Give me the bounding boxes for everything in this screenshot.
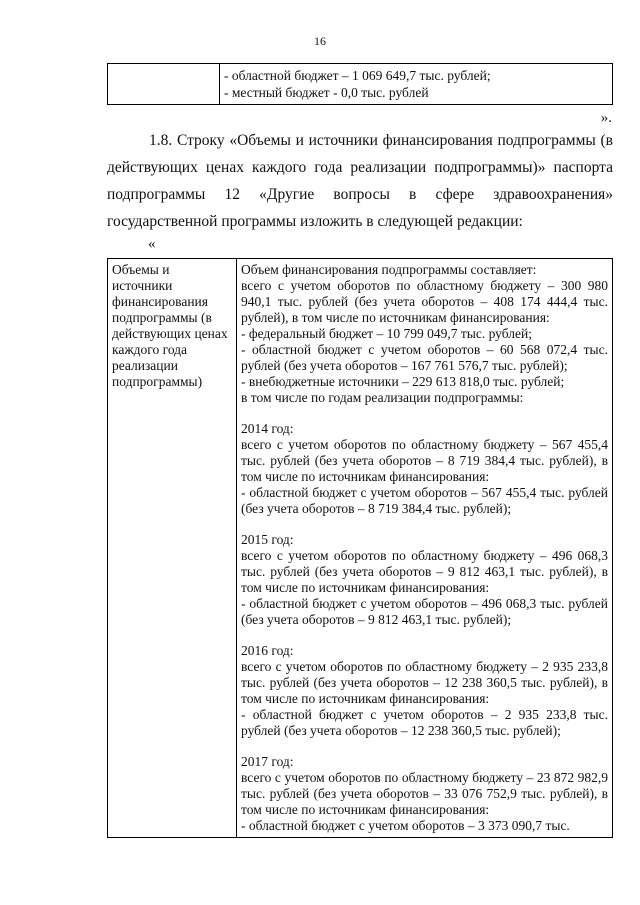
year-regional: - областной бюджет с учетом оборотов – 567 455,4 тыс. рублей (без учета оборотов – 8 719 384,4 тыс. рублей); — [241, 485, 608, 516]
funding-details-cell — [237, 259, 613, 838]
by-year-line: в том числе по годам реализации подпрограммы: — [241, 390, 524, 405]
extrabudgetary-line: - внебюджетные источники – 229 613 818,0 тыс. рублей; — [241, 374, 565, 389]
year-heading: 2014 год: — [241, 421, 294, 436]
year-total: всего с учетом оборотов по областному бюджету – 23 872 982,9 тыс. рублей (без учета оборотов – 33 076 752,9 тыс. рублей), в том числе по источникам финансирования: — [241, 770, 608, 817]
year-total: всего с учетом оборотов по областному бюджету – 2 935 233,8 тыс. рублей (без учета оборотов – 12 238 360,5 тыс. рублей), в том числе по источникам финансирования: — [241, 659, 608, 706]
empty-label-cell — [108, 64, 220, 105]
continued-table — [107, 63, 613, 105]
year-heading: 2017 год: — [241, 754, 294, 769]
funding-table — [107, 258, 613, 838]
intro-line: Объем финансирования подпрограммы составляет: — [241, 262, 537, 277]
year-total: всего с учетом оборотов по областному бюджету – 496 068,3 тыс. рублей (без учета оборотов – 9 812 463,1 тыс. рублей), в том числе по источникам финансирования: — [241, 548, 608, 595]
year-heading: 2016 год: — [241, 643, 294, 658]
page-number: 16 — [314, 34, 326, 48]
year-regional: - областной бюджет с учетом оборотов – 2 935 233,8 тыс. рублей (без учета оборотов – 12 238 360,5 тыс. рублей); — [241, 707, 608, 738]
table-row — [108, 64, 613, 105]
federal-budget-line: - федеральный бюджет – 10 799 049,7 тыс. рублей; — [241, 326, 532, 341]
closing-quote: ». — [600, 110, 612, 126]
row-label-cell: Объемы и источники финансирования подпрограммы (в действующих ценах каждого года реализации подпрограммы) — [108, 259, 237, 838]
local-budget-line: - местный бюджет - 0,0 тыс. рублей — [224, 85, 429, 100]
total-line: всего с учетом оборотов по областному бюджету – 300 980 940,1 тыс. рублей (без учета оборотов – 408 174 444,4 тыс. рублей), в том числе по источникам финансирования: — [241, 278, 608, 325]
opening-quote: « — [148, 236, 156, 252]
year-total: всего с учетом оборотов по областному бюджету – 567 455,4 тыс. рублей (без учета оборотов – 8 719 384,4 тыс. рублей), в том числе по источникам финансирования: — [241, 437, 608, 484]
amendment-paragraph: 1.8. Строку «Объемы и источники финансирования подпрограммы (в действующих ценах каждого года реализации подпрограммы)» паспорта подпрограммы 12 «Другие вопросы в сфере здравоохранения» государственной программы изложить в следующей редакции: — [107, 132, 613, 230]
regional-budget-line: - областной бюджет с учетом оборотов – 60 568 072,4 тыс. рублей (без учета оборотов – 167 761 576,7 тыс. рублей); — [241, 342, 608, 373]
funding-cell — [220, 64, 613, 105]
regional-budget-line: - областной бюджет – 1 069 649,7 тыс. рублей; — [224, 68, 491, 83]
table-row — [108, 259, 613, 838]
year-heading: 2015 год: — [241, 532, 294, 547]
year-regional: - областной бюджет с учетом оборотов – 496 068,3 тыс. рублей (без учета оборотов – 9 812 463,1 тыс. рублей); — [241, 596, 608, 627]
year-regional: - областной бюджет с учетом оборотов – 3 373 090,7 тыс. — [241, 818, 570, 833]
